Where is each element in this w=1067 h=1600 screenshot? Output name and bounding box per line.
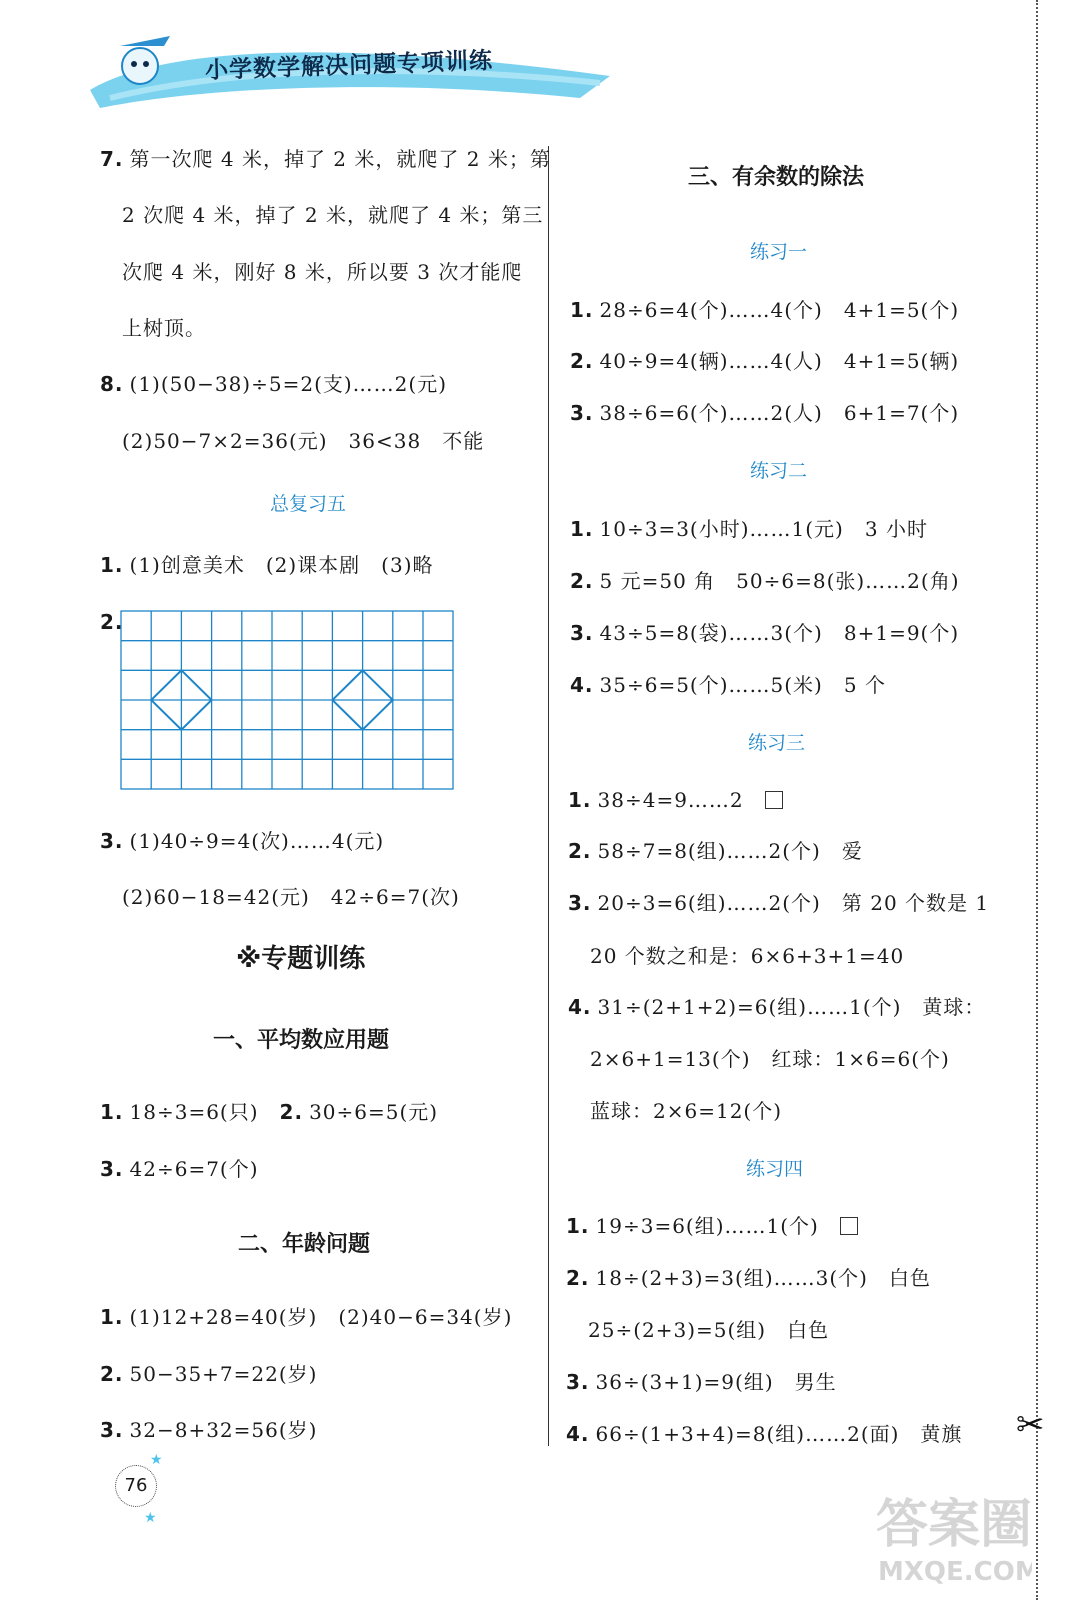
ex3-q1: 1. 38÷4=9……2	[568, 784, 783, 813]
ex4-q2-line1: 2. 18÷(2+3)=3(组)……3(个) 白色	[566, 1266, 931, 1290]
sec2-q3: 3. 32−8+32=56(岁)	[100, 1418, 318, 1442]
heading-average: 一、平均数应用题	[213, 1028, 390, 1053]
heading-ex2: 练习二	[750, 460, 808, 482]
ex1-item: 3. 38÷6=6(个)……2(人) 6+1=7(个)	[570, 401, 960, 425]
q8-line1: 8. (1)(50−38)÷5=2(支)……2(元)	[100, 372, 448, 396]
heading-age: 二、年龄问题	[238, 1232, 371, 1257]
ex1-item: 1. 28÷6=4(个)……4(个) 4+1=5(个)	[570, 298, 960, 322]
q8-line2: (2)50−7×2=36(元) 36<38 不能	[122, 429, 485, 453]
star-icon: ★	[144, 1510, 157, 1526]
q7-line2: 2 次爬 4 米，掉了 2 米，就爬了 4 米；第三	[122, 203, 544, 227]
page-header-title: 小学数学解决问题专项训练	[204, 47, 494, 85]
question-number: 8.	[100, 372, 124, 396]
column-divider	[548, 146, 549, 1446]
sec2-q2: 2. 50−35+7=22(岁)	[100, 1362, 318, 1386]
ex2-item: 3. 43÷5=8(袋)……3(个) 8+1=9(个)	[570, 621, 960, 645]
heading-ex4: 练习四	[746, 1158, 804, 1180]
review5-q2-number: 2.	[100, 610, 124, 634]
review5-q1: 1. (1)创意美术 (2)课本剧 (3)略	[100, 553, 434, 577]
symmetry-grid-figure	[120, 610, 455, 792]
star-icon: ★	[150, 1452, 163, 1468]
review5-q3-line1: 3. (1)40÷9=4(次)……4(元)	[100, 829, 385, 853]
heading-ex3: 练习三	[748, 732, 806, 754]
sec1-q3: 3. 42÷6=7(个)	[100, 1157, 259, 1181]
answer-box	[765, 791, 783, 809]
ex3-q3-line2: 20 个数之和是：6×6+3+1=40	[590, 944, 905, 968]
q7-line1: 7. 第一次爬 4 米，掉了 2 米，就爬了 2 米；第	[100, 147, 551, 171]
q7-line3: 次爬 4 米，刚好 8 米，所以要 3 次才能爬	[122, 260, 523, 284]
sec2-q1: 1. (1)12+28=40(岁) (2)40−6=34(岁)	[100, 1305, 513, 1329]
ex4-q2-line2: 25÷(2+3)=5(组) 白色	[588, 1318, 830, 1342]
cut-line	[1036, 0, 1038, 1600]
ex3-q2: 2. 58÷7=8(组)……2(个) 爱	[568, 839, 863, 863]
svg-text:答案圈: 答案圈	[876, 1495, 1032, 1555]
ex4-q1: 1. 19÷3=6(组)……1(个)	[566, 1210, 858, 1239]
heading-review5: 总复习五	[270, 493, 347, 515]
ex3-q4-line1: 4. 31÷(2+1+2)=6(组)……1(个) 黄球：	[568, 995, 986, 1019]
heading-remainder-division: 三、有余数的除法	[688, 165, 865, 190]
ex2-item: 1. 10÷3=3(小时)……1(元) 3 小时	[570, 517, 928, 541]
answer-box	[840, 1217, 858, 1235]
q7-line4: 上树顶。	[122, 316, 206, 340]
ex4-q3: 3. 36÷(3+1)=9(组) 男生	[566, 1370, 837, 1394]
svg-text:MXQE.COM: MXQE.COM	[878, 1557, 1032, 1587]
heading-special-training: ※专题训练	[236, 944, 366, 974]
watermark-logo	[872, 1480, 1032, 1590]
ex2-item: 4. 35÷6=5(个)……5(米) 5 个	[570, 673, 886, 697]
review5-q3-line2: (2)60−18=42(元) 42÷6=7(次)	[122, 885, 460, 909]
question-number: 7.	[100, 147, 124, 171]
scissors-icon: ✂	[1016, 1405, 1045, 1445]
ex3-q4-line3: 蓝球：2×6=12(个)	[590, 1099, 783, 1123]
ex4-q4: 4. 66÷(1+3+4)=8(组)……2(面) 黄旗	[566, 1422, 963, 1446]
sec1-q1-q2: 1. 18÷3=6(只) 2. 30÷6=5(元)	[100, 1100, 439, 1124]
ex2-item: 2. 5 元=50 角 50÷6=8(张)……2(角)	[570, 569, 960, 593]
ex3-q3-line1: 3. 20÷3=6(组)……2(个) 第 20 个数是 1	[568, 891, 990, 915]
ex3-q4-line2: 2×6+1=13(个) 红球：1×6=6(个)	[590, 1047, 950, 1071]
page-number: 76	[115, 1465, 157, 1507]
ex1-item: 2. 40÷9=4(辆)……4(人) 4+1=5(辆)	[570, 349, 960, 373]
heading-ex1: 练习一	[750, 241, 808, 263]
